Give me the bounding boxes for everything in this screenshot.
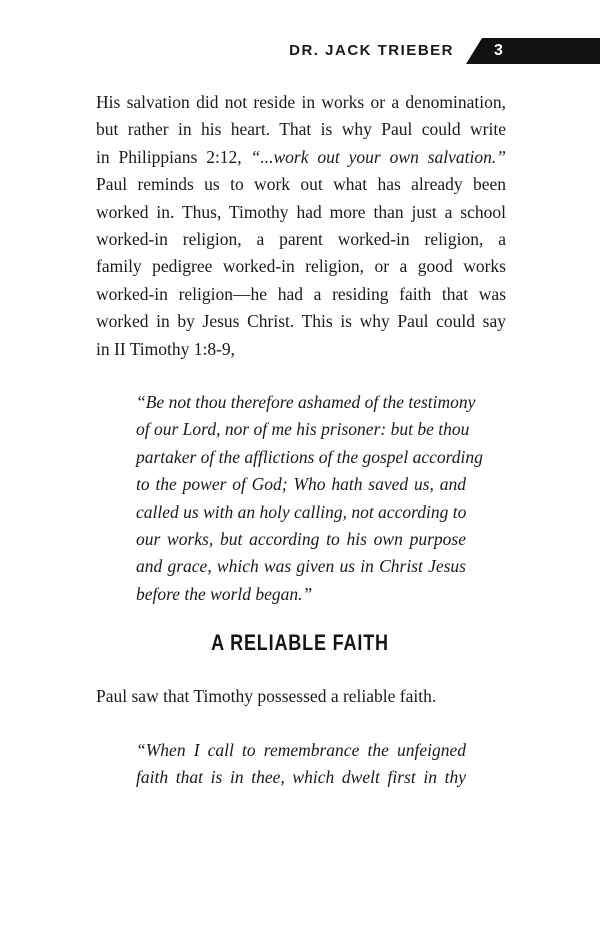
- body-paragraph-2: [96, 683, 506, 710]
- text-line: worked in by Jesus Christ. This is why Paul could say: [96, 311, 506, 332]
- scripture-block-quote-2: [136, 737, 466, 792]
- quote-line: “When I call to remembrance the unfeigned: [136, 740, 466, 760]
- text-line: family pedigree worked-in religion, or a good works: [96, 256, 506, 277]
- text-line: Paul reminds us to work out what has already been: [96, 174, 506, 195]
- body-paragraph-1: [96, 89, 506, 363]
- text-line: worked in. Thus, Timothy had more than just a school: [96, 201, 506, 222]
- quote-line: to the power of God; Who hath saved us, and: [136, 474, 466, 495]
- quote-line: our works, but according to his own purpose: [136, 529, 466, 550]
- quote-line: and grace, which was given us in Christ Jesus: [136, 556, 466, 577]
- quote-line: of our Lord, nor of me his prisoner: but be thou: [136, 419, 470, 440]
- header-author: DR. JACK TRIEBER: [289, 42, 454, 59]
- section-heading: A RELIABLE FAITH: [211, 630, 389, 655]
- text-line: worked-in religion—he had a residing faith that was: [96, 283, 506, 304]
- quote-line: partaker of the afflictions of the gospel according: [136, 446, 483, 467]
- text-segment: in Philippians 2:12,: [96, 146, 251, 167]
- quote-line: faith that is in thee, which dwelt first in thy: [136, 767, 466, 788]
- text-line: in II Timothy 1:8-9,: [96, 338, 236, 359]
- text-line: His salvation did not reside in works or a denomination,: [96, 92, 506, 112]
- text-line: [96, 144, 506, 171]
- text-line: but rather in his heart. That is why Paul could write: [96, 119, 506, 140]
- text-line: worked-in religion, a parent worked-in religion, a: [96, 229, 506, 250]
- page-number: 3: [494, 42, 503, 59]
- text-line: Paul saw that Timothy possessed a reliable faith.: [96, 686, 437, 706]
- running-header: [0, 38, 600, 64]
- scripture-inline-quote: “...work out your own salvation.”: [250, 146, 507, 167]
- quote-line: before the world began.”: [136, 583, 313, 604]
- page-number-tab: [466, 38, 600, 64]
- scripture-block-quote-1: [136, 389, 483, 608]
- quote-line: called us with an holy calling, not according to: [136, 501, 467, 522]
- quote-line: “Be not thou therefore ashamed of the testimony: [136, 392, 476, 412]
